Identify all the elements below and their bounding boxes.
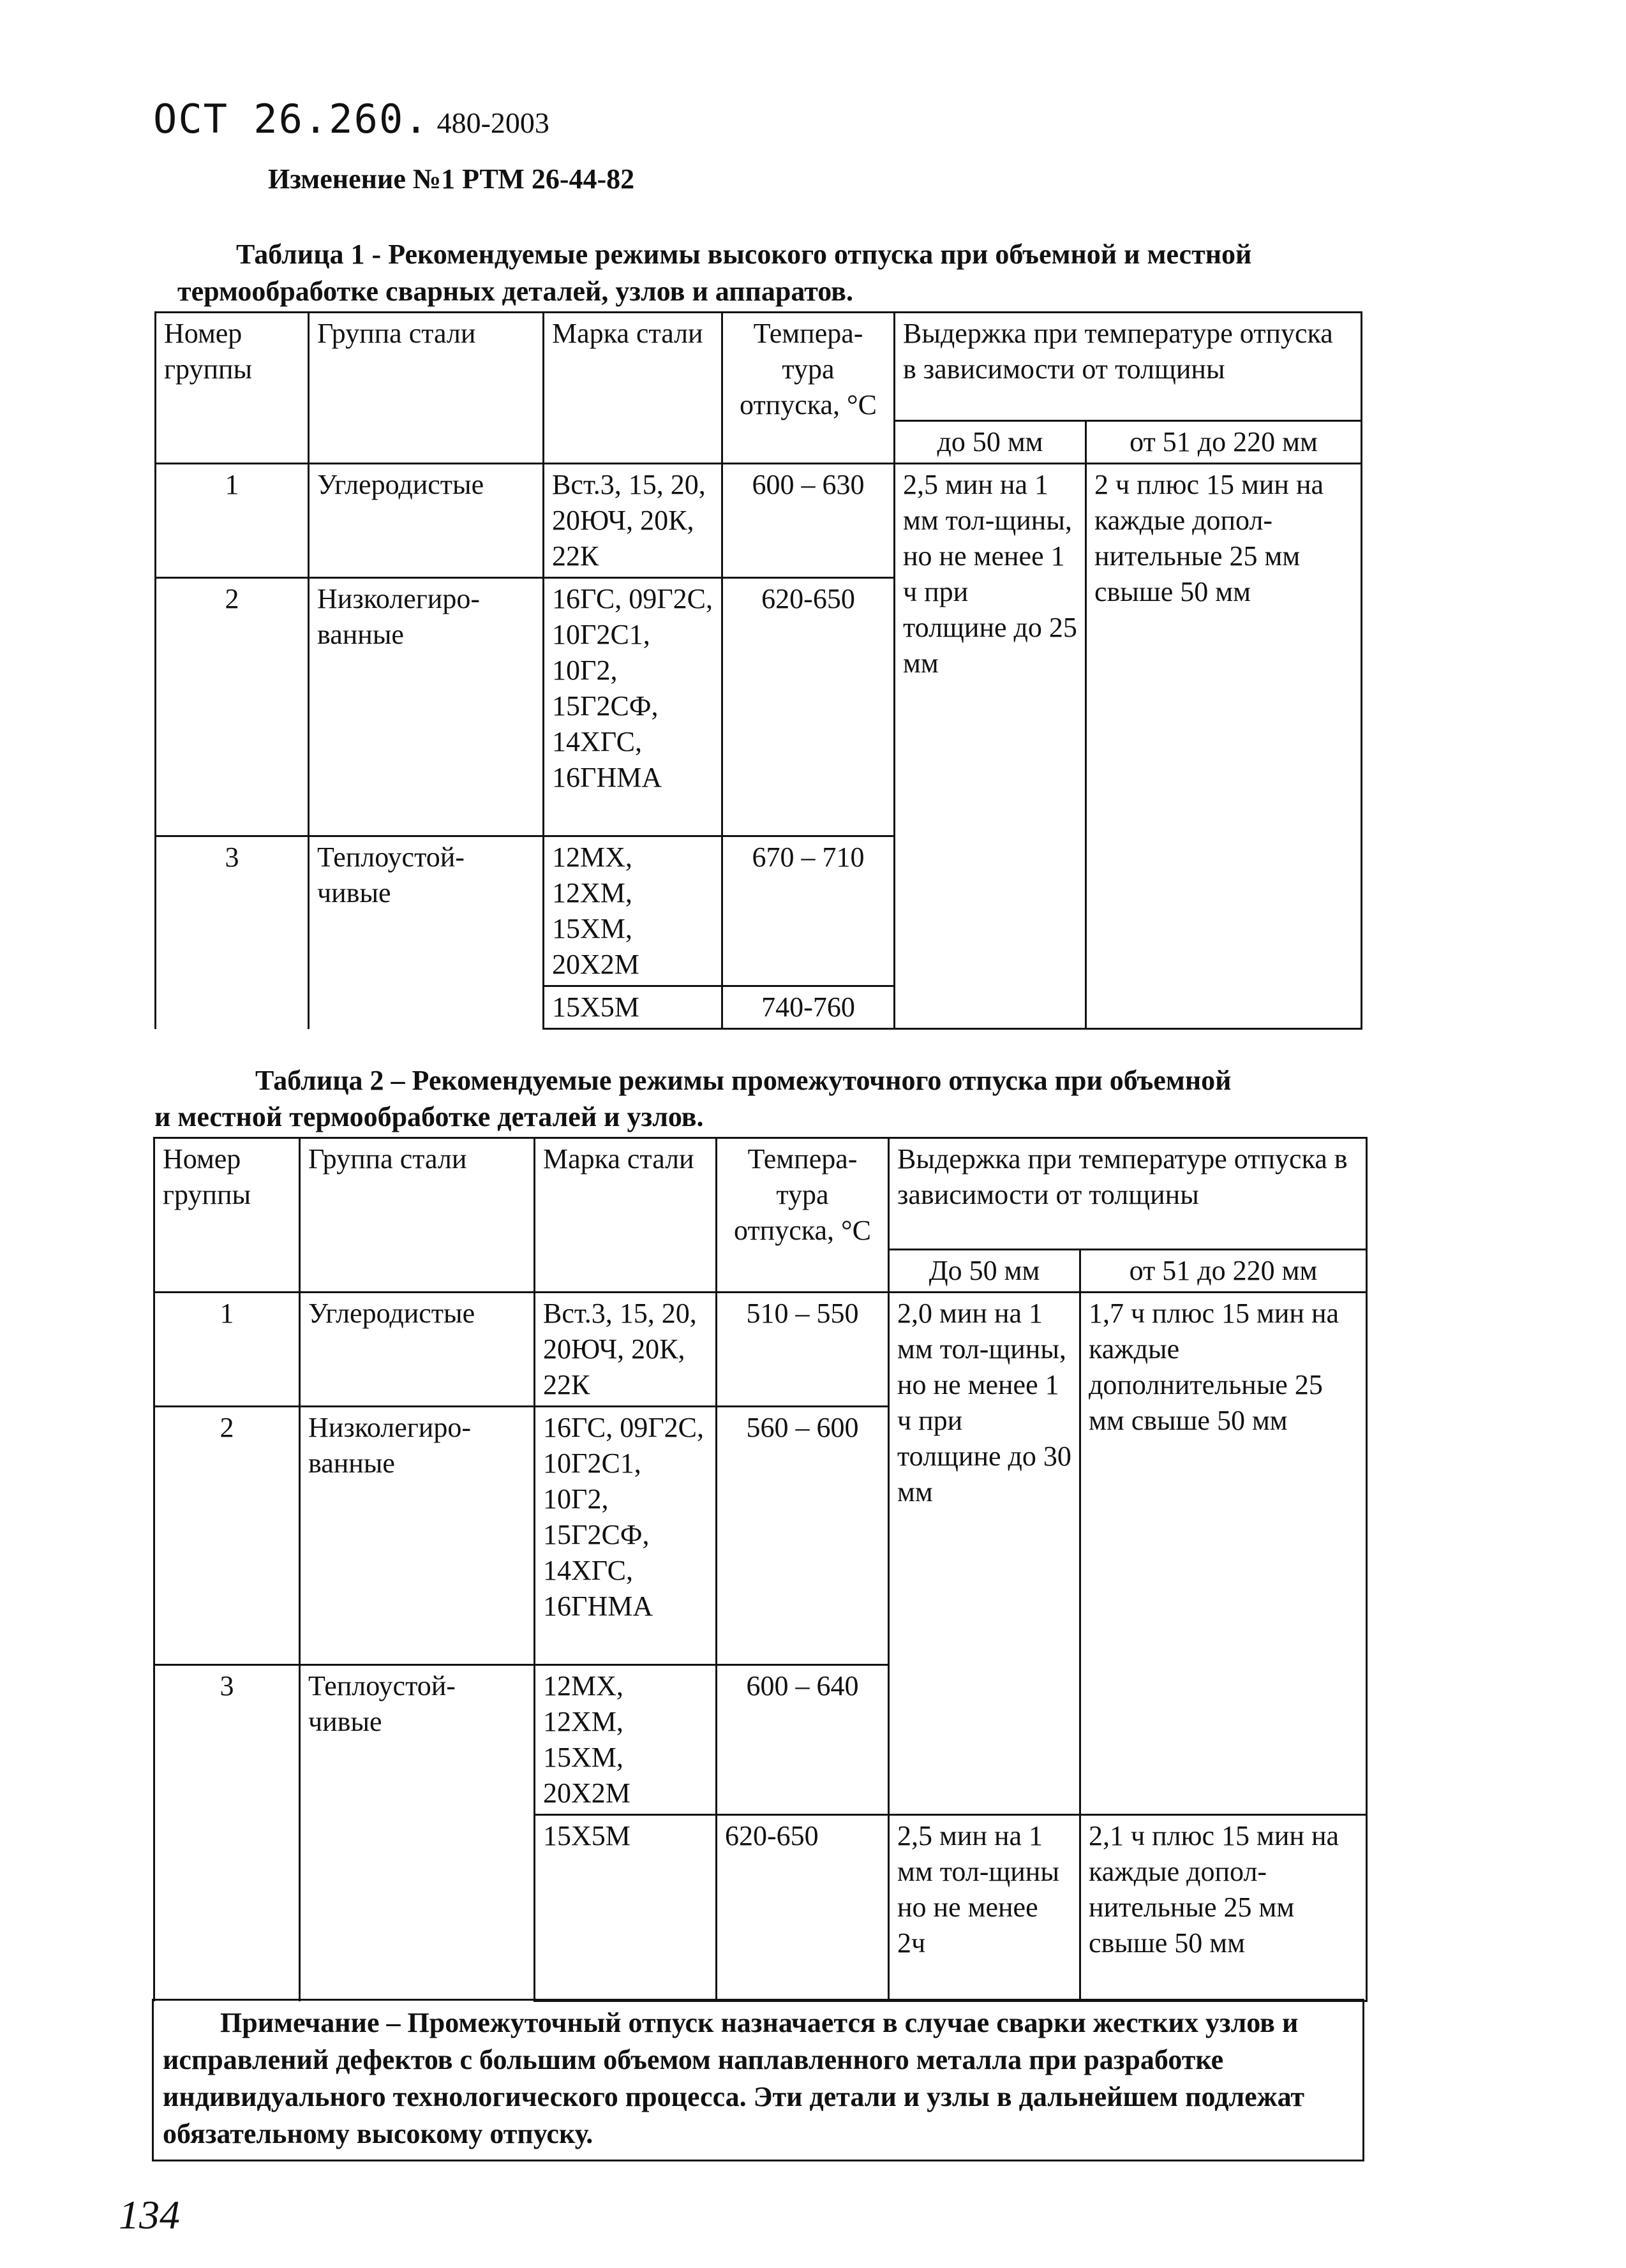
holding-from-51: 1,7 ч плюс 15 мин на каждые дополнительные 25 мм свыше 50 мм [1080, 1293, 1367, 1815]
row-temperature: 600 – 640 [717, 1665, 889, 1815]
row-temperature: 510 – 550 [717, 1293, 889, 1407]
header-holding: Выдержка при температуре отпуска в зависимости от толщины [895, 313, 1362, 421]
header-steel-group: Группа стали [309, 313, 544, 464]
header-group-number: Номер группы [156, 313, 309, 464]
holding-from-51-15x5m: 2,1 ч плюс 15 мин на каждые допол-нительные 25 мм свыше 50 мм [1080, 1815, 1367, 2001]
header-temperature: Темпера-тура отпуска, °С [722, 313, 895, 464]
table-note [152, 1999, 1364, 2161]
page-number: 134 [119, 2192, 180, 2237]
row-temperature: 560 – 600 [717, 1407, 889, 1665]
row-steel-group: Теплоустой-чивые [300, 1665, 535, 2001]
standard-code: ОСТ 26.260. [153, 96, 429, 142]
header-from-51: от 51 до 220 мм [1080, 1250, 1367, 1293]
row-number: 1 [154, 1293, 300, 1407]
row-steel-grade: 16ГС, 09Г2С, 10Г2С1, 10Г2, 15Г2СФ, 14ХГС, 16ГНМА [544, 578, 722, 836]
header-steel-grade: Марка стали [544, 313, 722, 464]
row-steel-group: Низколегиро-ванные [309, 578, 544, 836]
holding-from-51: 2 ч плюс 15 мин на каждые допол-нительные 25 мм свыше 50 мм [1086, 464, 1362, 1029]
row-steel-grade: 12МХ, 12ХМ, 15ХМ, 20Х2М [544, 836, 722, 986]
header-steel-group: Группа стали [300, 1138, 535, 1293]
table2-caption-line2: и местной термообработке деталей и узлов. [154, 1101, 704, 1132]
header-up-to-50: До 50 мм [889, 1250, 1080, 1293]
row-number: 2 [154, 1407, 300, 1665]
header-temperature: Темпера-тура отпуска, °С [717, 1138, 889, 1293]
row-number: 3 [154, 1665, 300, 2001]
note-text: Примечание – Промежуточный отпуск назначается в случае сварки жестких узлов и исправлений дефектов с большим объемом наплавленного металла при разработке индивидуального технологического процесса. Эти детали и узлы в дальнейшем подлежат обязательному высокому отпуску. [163, 2007, 1305, 2149]
row-number: 2 [156, 578, 309, 836]
table2-caption-line1: Таблица 2 – Рекомендуемые режимы промежуточного отпуска при объемной [255, 1065, 1232, 1096]
document-code [153, 96, 549, 142]
table-row [154, 1293, 1367, 1407]
holding-up-to-50: 2,5 мин на 1 мм тол-щины, но не менее 1 ч при толщине до 25 мм [895, 464, 1086, 1029]
row-steel-grade: 12МХ, 12ХМ, 15ХМ, 20Х2М [535, 1665, 717, 1815]
row-steel-group: Низколегиро-ванные [300, 1407, 535, 1665]
row-temperature: 670 – 710 [722, 836, 895, 986]
row-steel-group: Теплоустой-чивые [309, 836, 544, 1029]
row-temperature: 620-650 [717, 1815, 889, 2001]
holding-up-to-50-15x5m: 2,5 мин на 1 мм тол-щины но не менее 2ч [889, 1815, 1080, 2001]
header-steel-grade: Марка стали [535, 1138, 717, 1293]
holding-up-to-50: 2,0 мин на 1 мм тол-щины, но не менее 1 ч при толщине до 30 мм [889, 1293, 1080, 1815]
table2 [153, 1137, 1368, 2002]
header-up-to-50: до 50 мм [895, 421, 1086, 464]
row-number: 1 [156, 464, 309, 578]
table1 [154, 311, 1362, 1030]
row-number: 3 [156, 836, 309, 1029]
row-steel-grade: 15Х5М [544, 986, 722, 1029]
row-temperature: 620-650 [722, 578, 895, 836]
standard-number: 480-2003 [436, 107, 549, 139]
row-steel-grade: 15Х5М [535, 1815, 717, 2001]
header-from-51: от 51 до 220 мм [1086, 421, 1362, 464]
row-steel-grade: 16ГС, 09Г2С, 10Г2С1, 10Г2, 15Г2СФ, 14ХГС, 16ГНМА [535, 1407, 717, 1665]
table-row [156, 464, 1362, 578]
row-steel-group: Углеродистые [300, 1293, 535, 1407]
row-temperature: 740-760 [722, 986, 895, 1029]
row-steel-grade: Вст.3, 15, 20, 20ЮЧ, 20К, 22К [544, 464, 722, 578]
header-group-number: Номер группы [154, 1138, 300, 1293]
table1-caption-line2: термообработке сварных деталей, узлов и аппаратов. [177, 276, 853, 307]
header-holding: Выдержка при температуре отпуска в зависимости от толщины [889, 1138, 1367, 1250]
row-temperature: 600 – 630 [722, 464, 895, 578]
change-notice: Изменение №1 РТМ 26-44-82 [268, 163, 635, 195]
table1-caption-line1: Таблица 1 - Рекомендуемые режимы высокого отпуска при объемной и местной [236, 239, 1252, 270]
row-steel-grade: Вст.3, 15, 20, 20ЮЧ, 20К, 22К [535, 1293, 717, 1407]
row-steel-group: Углеродистые [309, 464, 544, 578]
